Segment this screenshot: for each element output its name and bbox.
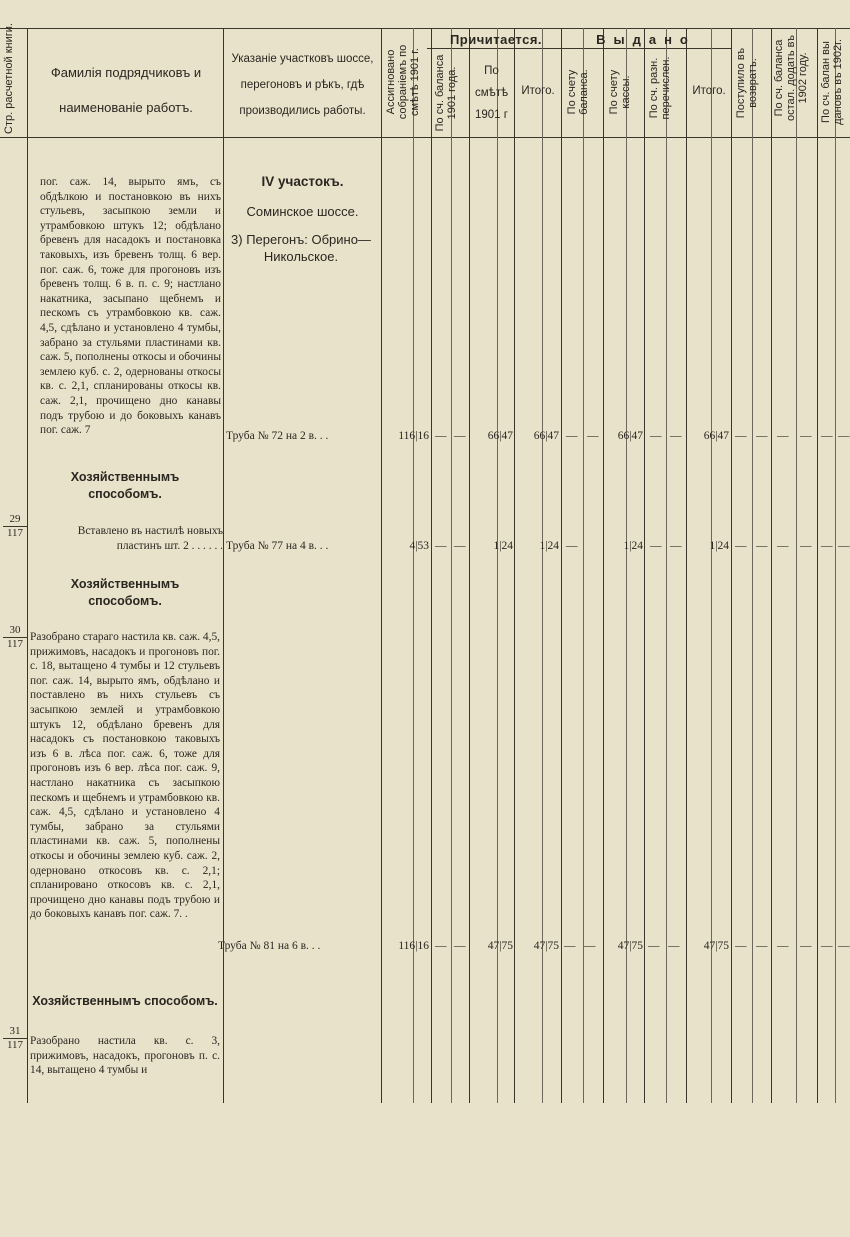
entry-description: Разобрано настила кв. с. 3, прижимовъ, насадокъ, прогоновъ п. с. 14, вытащено 4 тумбы и — [30, 1035, 220, 1077]
entry-location: Труба № 77 на 4 в. . . — [226, 540, 329, 552]
entry-ref: 31 117 — [3, 1025, 27, 1052]
entry-due-balance-kop: — — [454, 940, 466, 952]
entry-returned: — — [735, 540, 747, 552]
header-col-location: Указаніе участковъ шоссе, перегоновъ и рѣкъ, гдѣ производились работы. — [231, 53, 374, 117]
entry-method: Хозяйственнымъ способомъ. — [32, 994, 218, 1008]
road-heading: Соминское шоссе. — [246, 204, 359, 219]
entry-issued-1902: — — [821, 540, 833, 552]
header-col-ref: Стр. расчетной книги. — [3, 23, 15, 134]
entry-issued-1902: — — [821, 940, 833, 952]
header-group-paid: Выдано — [596, 32, 696, 47]
entry-due-total: 47|75 — [533, 940, 559, 952]
entry-issued-1902-kop: — — [838, 430, 850, 442]
entry-ref: 30 117 — [3, 624, 27, 651]
header-col-assigned: Ассигновано собраніемъ по смѣтѣ 1901 г. — [385, 44, 421, 120]
col-divider — [561, 28, 562, 1103]
entry-issued-1902-kop: — — [838, 940, 850, 952]
entry-due-balance-kop: — — [454, 540, 466, 552]
col-divider — [796, 28, 797, 1103]
entry-paid-total: 66|47 — [703, 430, 729, 442]
entry-description: Разобрано стараго настила кв. саж. 4,5, прижимовъ, насадокъ и прогоновъ пог. с. 18, вытащено 4 тумбы и 12 стульевъ пог. саж. 14, вырыто ямъ, обдѣлано и поставлено въ нихъ стульевъ съ засыпкою землей и утрамбовкою штукъ 12, обдѣлано бревенъ для насадокъ съ постановкою таковыхъ изъ 6 в. лѣса пог. саж. 6, тоже для прогоновъ изъ 6 вер. лѣса пог. саж. 9, настлано накатника съ засыпкою пескомъ и щебнемъ и утрамбовкою кв. саж. 4,5, сдѣлано и установлено 4 тумбы, забрано за стульями пластинами кв. саж. 5, пополнены откосы и обочины землею куб. саж. 2, одерновано откосовъ кв. с. 2,1; спланировано откосовъ кв. с. 2,1, прочищено дно канавы подъ трубою и до боковыхъ канавъ пог. саж. 7. . — [30, 631, 220, 921]
entry-paid-balance: — — [566, 540, 578, 552]
entry-assigned: 116|16 — [398, 430, 429, 442]
header-col-paid-balance: По счету баланса. — [566, 69, 590, 115]
entry-paid-transfers: — — [650, 430, 662, 442]
header-col-remaining: По сч. баланса остал. додать въ 1902 году. — [773, 35, 809, 121]
entry-due-estimate: 47|75 — [487, 940, 513, 952]
segment-heading: 3) Перегонъ: Обрино—Никольское. — [231, 232, 371, 264]
col-divider — [771, 28, 772, 1103]
entry-remaining: — — [777, 540, 789, 552]
col-divider — [666, 28, 667, 1103]
entry-paid-cash: 1|24 — [623, 540, 643, 552]
entry-issued-1902-kop: — — [838, 540, 850, 552]
entry-paid-transfers-kop: — — [668, 940, 680, 952]
col-divider — [731, 28, 732, 1103]
header-bottom-rule — [0, 137, 850, 138]
entry-method: Хозяйственнымъ способомъ. — [70, 577, 180, 608]
header-col-due-total: Итого. — [521, 85, 555, 97]
header-col-returned: Поступило въ возвратъ. — [735, 47, 759, 119]
header-col-name: Фамилія подрядчиковъ и наименованіе работъ. — [50, 65, 202, 115]
entry-assigned: 4|53 — [409, 540, 429, 552]
entry-location: Труба № 72 на 2 в. . . — [226, 430, 329, 442]
entry-issued-1902: — — [821, 430, 833, 442]
entry-returned: — — [735, 430, 747, 442]
entry-description: пог. саж. 14, вырыто ямъ, съ обдѣлкою и постановкою въ нихъ стульевъ, засыпкою земли и утрамбовкою штукъ 12; обдѣлано бревенъ для насадокъ и постановка таковыхъ, изъ бревенъ толщ. 6 вер. пог. саж. 6, тоже для прогоновъ изъ бревенъ толщ. 6 в. п. с. 9; настлано накатника, засыпано щебнемъ и пескомъ съ утрамбовкою кв. саж. 4,5, сдѣлано и установлено 4 тумбы, забрано за стульями пластинами кв. саж. 5, пополнены откосы и обочины землею куб. с. 2, одернованы откосы кв. с. 2,1, спланированы откосы кв. саж. 2,1, прочищено дно канавы подъ трубою и до боковыхъ канавъ пог. саж. 7 — [40, 176, 221, 437]
header-col-paid-transfers: По сч. разн. перечислен. — [648, 56, 672, 120]
header-col-due-balance: По сч. баланса 1901 года. — [434, 54, 458, 132]
entry-paid-transfers-kop: — — [670, 540, 682, 552]
district-heading: IV участокъ. — [261, 174, 344, 189]
entry-remaining-kop: — — [800, 540, 812, 552]
entry-remaining-kop: — — [800, 940, 812, 952]
entry-paid-cash: 66|47 — [617, 430, 643, 442]
entry-paid-total: 47|75 — [703, 940, 729, 952]
entry-paid-transfers-kop: — — [670, 430, 682, 442]
entry-due-estimate: 1|24 — [493, 540, 513, 552]
entry-due-balance: — — [435, 940, 447, 952]
header-col-issued-1902: По сч. балан вы дановъ въ 1902г. — [820, 39, 844, 125]
header-col-paid-total: Итого. — [692, 85, 726, 97]
col-divider — [644, 28, 645, 1103]
entry-paid-transfers: — — [648, 940, 660, 952]
entry-returned: — — [735, 940, 747, 952]
entry-paid-balance-kop: — — [587, 430, 599, 442]
header-col-due-estimate: По смѣтѣ 1901 г — [474, 65, 509, 121]
entry-due-balance: — — [435, 430, 447, 442]
entry-remaining: — — [777, 940, 789, 952]
col-divider — [752, 28, 753, 1103]
col-divider — [835, 28, 836, 1103]
col-divider — [431, 28, 432, 1103]
entry-paid-cash: 47|75 — [617, 940, 643, 952]
entry-ref: 29 117 — [3, 513, 27, 540]
entry-returned-kop: — — [756, 940, 768, 952]
col-divider — [27, 28, 28, 1103]
entry-description: Вставлено въ настилѣ новыхъ пластинъ шт. 2 . . . . . . — [77, 525, 223, 552]
due-group-rule — [427, 48, 561, 49]
entry-paid-total: 1|24 — [709, 540, 729, 552]
col-divider — [817, 28, 818, 1103]
top-rule — [0, 28, 850, 29]
entry-returned-kop: — — [756, 540, 768, 552]
entry-assigned: 116|16 — [398, 940, 429, 952]
entry-due-estimate: 66|47 — [487, 430, 513, 442]
entry-due-total: 66|47 — [533, 430, 559, 442]
entry-remaining: — — [777, 430, 789, 442]
header-group-due: Причитается. — [449, 32, 543, 47]
entry-due-balance: — — [435, 540, 447, 552]
entry-due-total: 1|24 — [539, 540, 559, 552]
entry-paid-balance: — — [566, 430, 578, 442]
entry-paid-balance: — — [564, 940, 576, 952]
col-divider — [451, 28, 452, 1103]
header-col-paid-cash: По счету кассы. — [608, 69, 632, 115]
entry-location: Труба № 81 на 6 в. . . — [218, 940, 321, 952]
paid-group-rule — [561, 48, 731, 49]
entry-method: Хозяйственнымъ способомъ. — [70, 470, 180, 501]
entry-paid-transfers: — — [650, 540, 662, 552]
entry-due-balance-kop: — — [454, 430, 466, 442]
entry-paid-balance-kop: — — [584, 940, 596, 952]
entry-remaining-kop: — — [800, 430, 812, 442]
entry-returned-kop: — — [756, 430, 768, 442]
